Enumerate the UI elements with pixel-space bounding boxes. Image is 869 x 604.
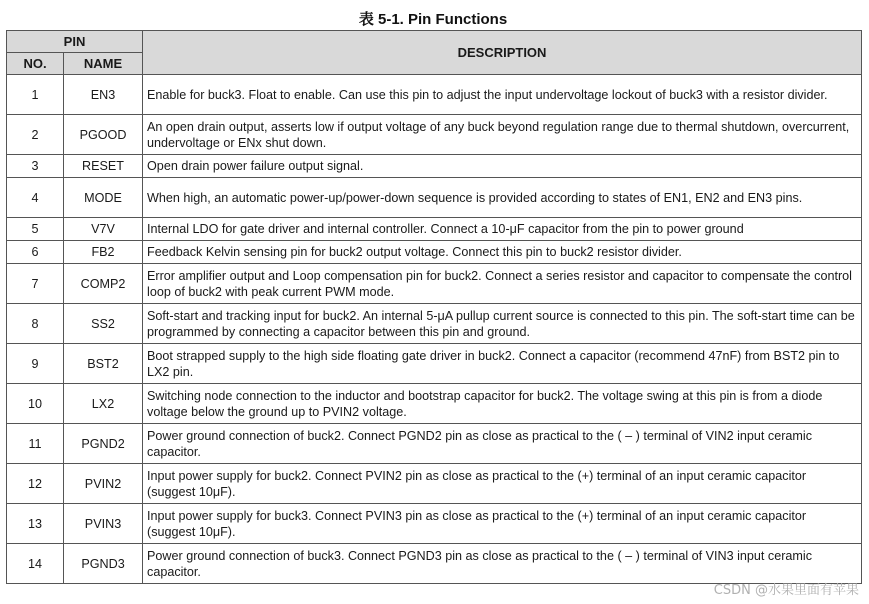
name-header: NAME: [64, 53, 143, 75]
table-row: [7, 241, 862, 264]
pin-name: BST2: [64, 344, 143, 384]
pin-name: SS2: [64, 304, 143, 344]
pin-name: PGOOD: [64, 115, 143, 155]
table-row: [7, 218, 862, 241]
pin-description: Input power supply for buck2. Connect PVIN2 pin as close as practical to the (+) terminal of an input ceramic capacitor (suggest 10μF).: [143, 464, 862, 504]
pin-name: EN3: [64, 75, 143, 115]
pin-number: 14: [7, 544, 64, 584]
pin-number: 8: [7, 304, 64, 344]
pin-name: PGND2: [64, 424, 143, 464]
pin-description: Internal LDO for gate driver and internal controller. Connect a 10-μF capacitor from the pin to power ground: [143, 218, 862, 241]
pin-description: Boot strapped supply to the high side floating gate driver in buck2. Connect a capacitor (recommend 47nF) from BST2 pin to LX2 pin.: [143, 344, 862, 384]
csdn-watermark: CSDN @水果里面有苹果: [713, 583, 859, 598]
pin-name: PVIN3: [64, 504, 143, 544]
pin-number: 10: [7, 384, 64, 424]
pin-description: Power ground connection of buck3. Connect PGND3 pin as close as practical to the ( – ) terminal of VIN3 input ceramic capacitor.: [143, 544, 862, 584]
pin-number: 3: [7, 155, 64, 178]
pin-functions-table: [6, 30, 862, 584]
pin-description: Open drain power failure output signal.: [143, 155, 862, 178]
pin-description: An open drain output, asserts low if output voltage of any buck beyond regulation range due to thermal shutdown, overcurrent, undervoltage or ENx shut down.: [143, 115, 862, 155]
description-header: DESCRIPTION: [143, 31, 862, 75]
pin-number: 2: [7, 115, 64, 155]
table-row: [7, 464, 862, 504]
pin-name: PGND3: [64, 544, 143, 584]
table-row: [7, 155, 862, 178]
no-header: NO.: [7, 53, 64, 75]
table-row: [7, 384, 862, 424]
pin-description: Feedback Kelvin sensing pin for buck2 output voltage. Connect this pin to buck2 resistor divider.: [143, 241, 862, 264]
pin-name: V7V: [64, 218, 143, 241]
pin-description: Error amplifier output and Loop compensation pin for buck2. Connect a series resistor and capacitor to compensate the control loop of buck2 with peak current PWM mode.: [143, 264, 862, 304]
table-row: [7, 424, 862, 464]
pin-number: 5: [7, 218, 64, 241]
table-row: [7, 304, 862, 344]
pin-number: 1: [7, 75, 64, 115]
table-row: [7, 75, 862, 115]
pin-number: 6: [7, 241, 64, 264]
pin-name: FB2: [64, 241, 143, 264]
pin-name: LX2: [64, 384, 143, 424]
pin-name: RESET: [64, 155, 143, 178]
table-row: [7, 115, 862, 155]
table-row: [7, 544, 862, 584]
pin-name: PVIN2: [64, 464, 143, 504]
pin-name: MODE: [64, 178, 143, 218]
pin-number: 4: [7, 178, 64, 218]
table-title: [0, 8, 866, 29]
pin-description: Soft-start and tracking input for buck2. An internal 5-μA pullup current source is connected to this pin. The soft-start time can be programmed by connecting a capacitor between this pin and ground.: [143, 304, 862, 344]
pin-description: Enable for buck3. Float to enable. Can use this pin to adjust the input undervoltage lockout of buck3 with a resistor divider.: [143, 75, 862, 115]
pin-description: Input power supply for buck3. Connect PVIN3 pin as close as practical to the (+) terminal of an input ceramic capacitor (suggest 10μF).: [143, 504, 862, 544]
table-row: [7, 264, 862, 304]
table-row: [7, 178, 862, 218]
table-row: [7, 504, 862, 544]
pin-description: Power ground connection of buck2. Connect PGND2 pin as close as practical to the ( – ) terminal of VIN2 input ceramic capacitor.: [143, 424, 862, 464]
table-title-prefix: 表: [358, 10, 374, 28]
table-row: [7, 344, 862, 384]
table-title-text: 5-1. Pin Functions: [378, 11, 508, 28]
pin-number: 12: [7, 464, 64, 504]
pin-number: 13: [7, 504, 64, 544]
pin-number: 9: [7, 344, 64, 384]
pin-description: When high, an automatic power-up/power-down sequence is provided according to states of EN1, EN2 and EN3 pins.: [143, 178, 862, 218]
pin-header: PIN: [7, 31, 143, 53]
pin-description: Switching node connection to the inductor and bootstrap capacitor for buck2. The voltage swing at this pin is from a diode voltage below the ground up to PVIN2 voltage.: [143, 384, 862, 424]
pin-name: COMP2: [64, 264, 143, 304]
pin-number: 7: [7, 264, 64, 304]
pin-number: 11: [7, 424, 64, 464]
